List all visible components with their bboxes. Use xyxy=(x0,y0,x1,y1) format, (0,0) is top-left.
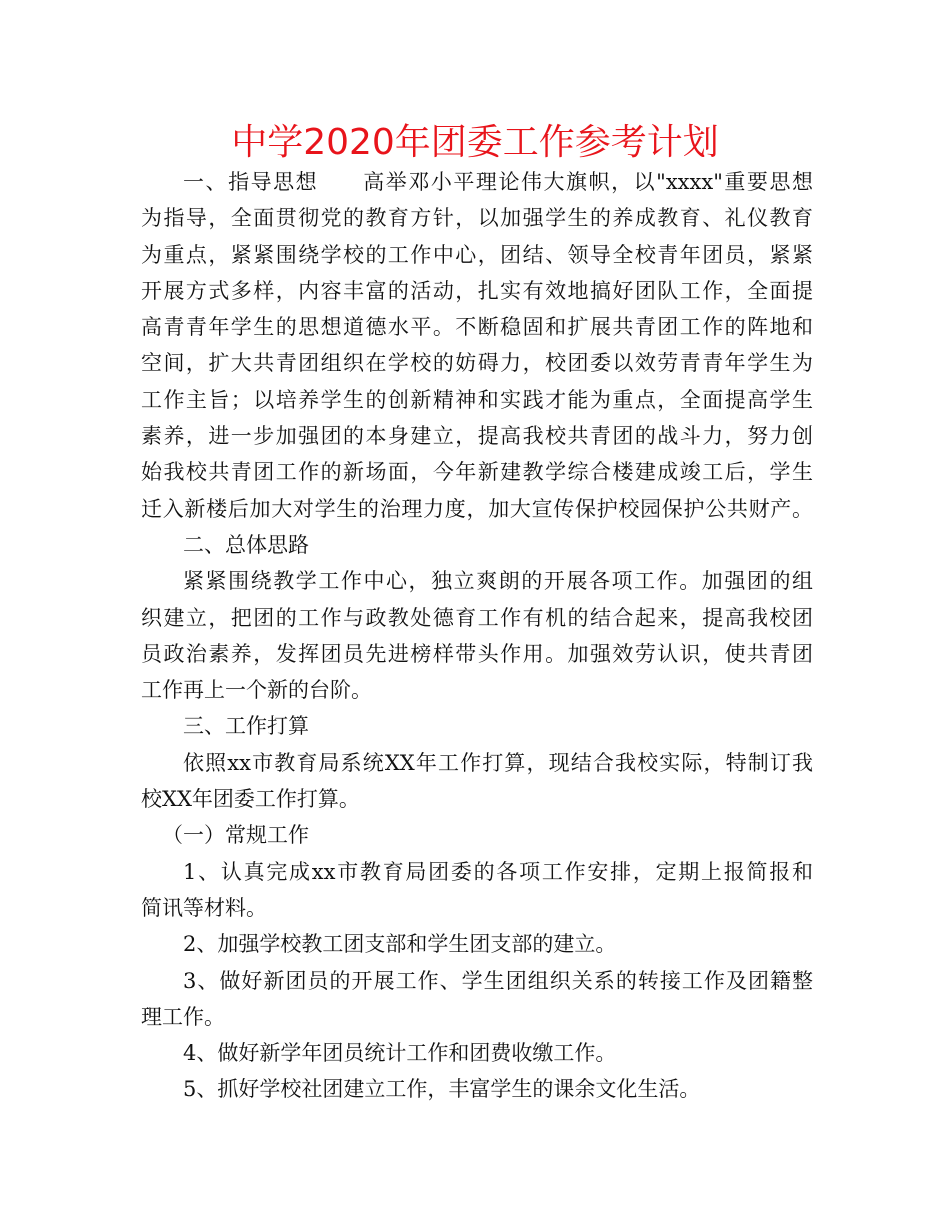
paragraph-line: 二、总体思路 xyxy=(183,532,309,557)
paragraph-line: 始我校共青团工作的新场面，今年新建教学综合楼建成竣工后，学生 xyxy=(141,460,813,485)
document-body xyxy=(141,164,813,1108)
paragraph-line: 素养，进一步加强团的本身建立，提高我校共青团的战斗力，努力创 xyxy=(141,424,813,449)
paragraph-line: （一）常规工作 xyxy=(162,823,309,848)
paragraph-line: 空间，扩大共青团组织在学校的妨碍力，校团委以效劳青青年学生为 xyxy=(141,351,813,376)
paragraph-line: 为重点，紧紧围绕学校的工作中心，团结、领导全校青年团员，紧紧 xyxy=(141,242,813,267)
paragraph-line: 迁入新楼后加大对学生的治理力度，加大宣传保护校园保护公共财产。 xyxy=(141,496,813,521)
paragraph-line: 3、做好新团员的开展工作、学生团组织关系的转接工作及团籍整 xyxy=(183,968,813,993)
paragraph-line: 校XX年团委工作打算。 xyxy=(141,787,360,812)
paragraph-line: 4、做好新学年团员统计工作和团费收缴工作。 xyxy=(183,1041,617,1066)
paragraph-line: 2、加强学校教工团支部和学生团支部的建立。 xyxy=(183,932,617,957)
paragraph-line: 织建立，把团的工作与政教处德育工作有机的结合起来，提高我校团 xyxy=(141,605,813,630)
paragraph-line: 理工作。 xyxy=(141,1004,225,1029)
paragraph-line: 工作主旨；以培养学生的创新精神和实践才能为重点，全面提高学生 xyxy=(141,387,813,412)
paragraph-line: 三、工作打算 xyxy=(183,714,309,739)
document-title: 中学2020年团委工作参考计划 xyxy=(231,122,719,163)
paragraph-line: 简讯等材料。 xyxy=(141,895,267,920)
paragraph-line: 工作再上一个新的台阶。 xyxy=(141,678,372,703)
paragraph-line: 为指导，全面贯彻党的教育方针，以加强学生的养成教育、礼仪教育 xyxy=(141,206,813,231)
paragraph-line: 开展方式多样，内容丰富的活动，扎实有效地搞好团队工作，全面提 xyxy=(141,278,813,303)
paragraph-line: 员政治素养，发挥团员先进榜样带头作用。加强效劳认识，使共青团 xyxy=(141,641,813,666)
paragraph-line: 5、抓好学校社团建立工作，丰富学生的课余文化生活。 xyxy=(183,1077,701,1102)
paragraph-line: 高青青年学生的思想道德水平。不断稳固和扩展共青团工作的阵地和 xyxy=(141,315,813,340)
paragraph-line: 1、认真完成xx市教育局团委的各项工作安排，定期上报简报和 xyxy=(183,859,813,884)
paragraph-line: 依照xx市教育局系统XX年工作打算，现结合我校实际，特制订我 xyxy=(183,750,813,775)
paragraph-line: 紧紧围绕教学工作中心，独立爽朗的开展各项工作。加强团的组 xyxy=(183,569,813,594)
paragraph-line: 一、指导思想 高举邓小平理论伟大旗帜，以"xxxx"重要思想 xyxy=(183,170,813,194)
